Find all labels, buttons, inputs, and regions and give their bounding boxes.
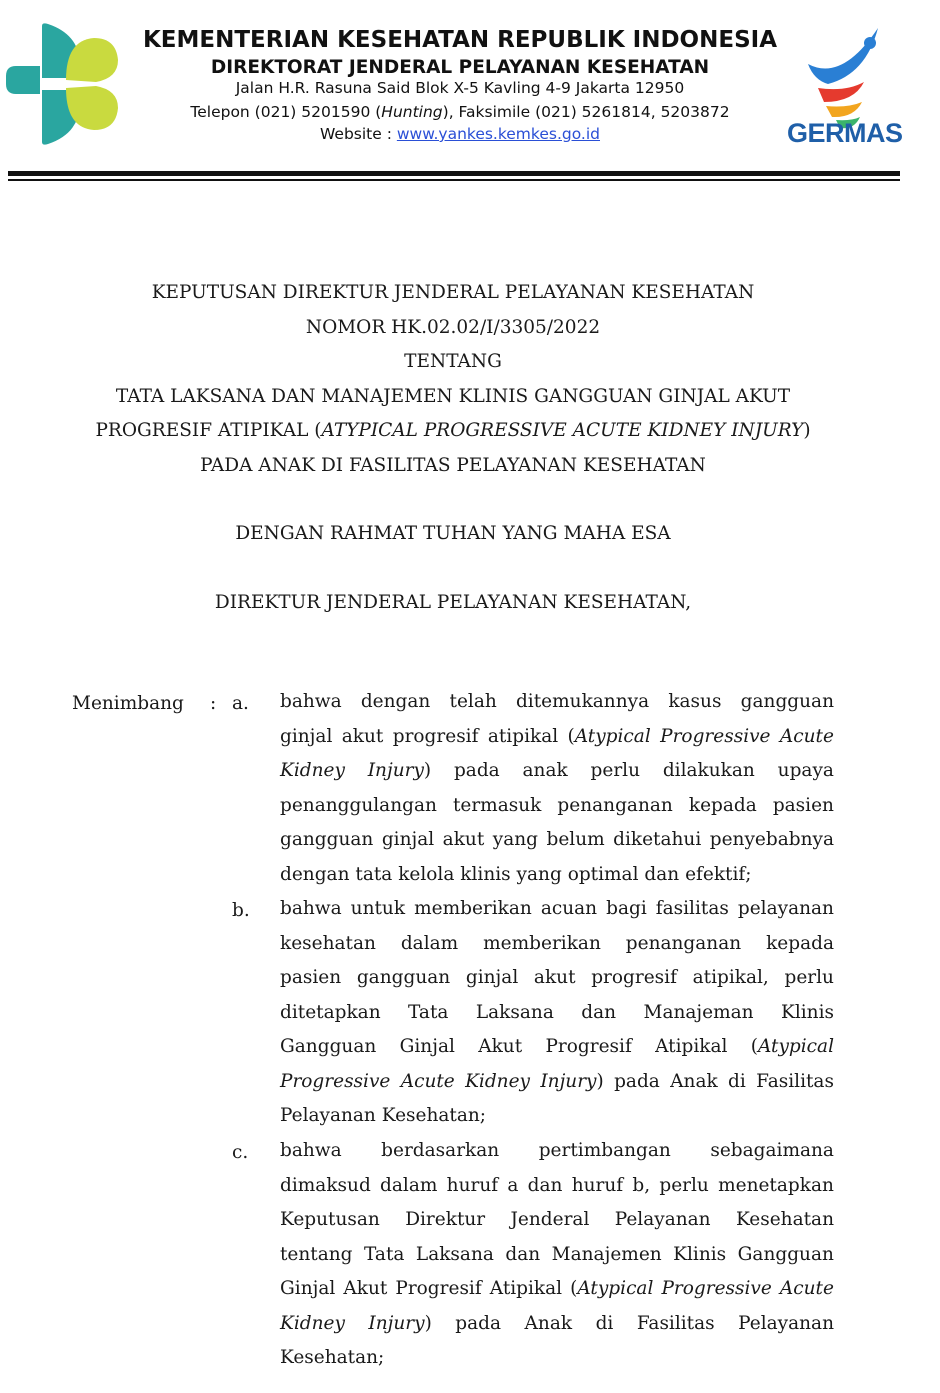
italic-fragment: Kidney: [465, 1070, 530, 1092]
word: [778, 754, 834, 789]
italic-fragment: Kidney: [280, 1312, 345, 1334]
menimbang-text-line: [280, 720, 834, 755]
word: ginjal: [381, 829, 435, 850]
menimbang-item-text: [280, 685, 834, 892]
word: Tata: [364, 1243, 405, 1265]
text-fragment: Atipikal: [655, 1036, 728, 1057]
italic-fragment: Acute: [400, 1070, 455, 1092]
word: [738, 1307, 834, 1342]
text-fragment: pada: [614, 1070, 660, 1092]
word: [280, 720, 332, 755]
menimbang-text-line: [280, 1203, 834, 1238]
word: gangguan: [356, 967, 451, 988]
word: tentang: [280, 1243, 353, 1265]
menimbang-item-text: [280, 892, 834, 1134]
menimbang-item-text: [280, 1134, 834, 1376]
issuer-block: [0, 586, 906, 621]
menimbang-text-line: [280, 961, 834, 996]
menimbang-item-letter: c.: [232, 1142, 249, 1163]
word: Jenderal: [510, 1209, 590, 1230]
word: [368, 754, 431, 789]
word: [342, 720, 384, 755]
italic-fragment: Kidney: [280, 760, 345, 781]
word: tata: [355, 863, 393, 885]
word: [523, 754, 568, 789]
word: [400, 1030, 455, 1065]
word: kepada: [766, 932, 834, 954]
italic-fragment: Progressive: [280, 1070, 391, 1092]
word: optimal: [567, 863, 639, 885]
word: [454, 754, 500, 789]
word: [655, 1030, 727, 1065]
word: bahwa: [280, 1140, 342, 1161]
menimbang-text-line: [280, 1099, 834, 1134]
word: dengan: [280, 863, 350, 885]
word: [540, 1065, 603, 1100]
word: [455, 1307, 501, 1342]
word: penyebabnya: [709, 829, 834, 850]
menimbang-text-line: [280, 1134, 834, 1169]
word: bagi: [606, 898, 647, 919]
text-fragment: Pelayanan: [738, 1312, 834, 1334]
decree-line-1: KEPUTUSAN DIREKTUR JENDERAL PELAYANAN KESEHATAN: [151, 282, 755, 303]
word: efektif;: [685, 863, 752, 885]
word: penanganan: [625, 932, 742, 954]
word: [280, 1307, 345, 1342]
text-fragment: perlu: [590, 760, 641, 781]
word: Klinis: [673, 1243, 727, 1265]
phone-suffix: ), Faksimile (021) 5261814, 5203872: [442, 103, 730, 121]
text-fragment: (: [567, 725, 575, 747]
menimbang-text-line: [280, 1341, 834, 1376]
word: [465, 1065, 530, 1100]
word: [488, 720, 558, 755]
word: [545, 1030, 631, 1065]
italic-fragment: Atypical: [758, 1036, 834, 1057]
menimbang-label: Menimbang: [72, 693, 184, 714]
website-link[interactable]: www.yankes.kemkes.go.id: [396, 125, 600, 143]
menimbang-text-line: [280, 996, 834, 1031]
word: penanganan: [557, 794, 673, 816]
text-fragment: di: [595, 1312, 614, 1334]
word: telah: [449, 691, 497, 712]
text-fragment: upaya: [777, 760, 834, 781]
word: pasien: [280, 967, 342, 988]
text-fragment: Ginjal: [399, 1036, 455, 1057]
letterhead-divider-thick: [8, 171, 900, 176]
blessing-block: [0, 517, 906, 552]
word: [280, 1065, 390, 1100]
word: Manajeman: [643, 1001, 754, 1023]
directorate-name: DIREKTORAT JENDERAL PELAYANAN KESEHATAN: [210, 57, 710, 78]
word: belum: [546, 829, 605, 850]
word: Tata: [408, 1001, 449, 1023]
word: ditemukannya: [515, 691, 650, 712]
text-fragment: (: [570, 1278, 578, 1299]
word: sebagaimana: [710, 1140, 834, 1161]
word: [343, 1272, 387, 1307]
word: Kesehatan;: [381, 1105, 487, 1126]
text-fragment: Akut: [478, 1036, 523, 1057]
italic-fragment: Injury: [367, 760, 424, 781]
menimbang-text-line: [280, 1169, 834, 1204]
italic-fragment: Progressive: [660, 725, 771, 747]
word: [395, 1272, 481, 1307]
decree-subject-2: [0, 414, 906, 449]
menimbang-item-letter: b.: [232, 900, 250, 921]
menimbang-text-line: [280, 1238, 834, 1273]
word: kasus: [668, 691, 722, 712]
word: Laksana: [415, 1243, 494, 1265]
text-fragment: akut: [341, 725, 384, 747]
address: Jalan H.R. Rasuna Said Blok X-5 Kavling 4-9 Jakarta 12950: [235, 79, 685, 97]
word: kepada: [688, 794, 757, 816]
menimbang-text-line: [280, 1307, 834, 1342]
word: [780, 720, 834, 755]
word: berdasarkan: [381, 1140, 500, 1161]
word: kesehatan: [280, 932, 376, 954]
word: a: [507, 1174, 519, 1196]
text-fragment: ): [596, 1070, 604, 1092]
word: [368, 1307, 431, 1342]
text-fragment: progresif: [392, 725, 479, 747]
word: yang: [492, 829, 538, 850]
word: perlu: [784, 967, 834, 988]
website-label: Website :: [319, 125, 397, 143]
text-fragment: pada: [453, 760, 500, 781]
decree-subject-3: PADA ANAK DI FASILITAS PELAYANAN KESEHATAN: [200, 454, 706, 476]
menimbang-text-line: [280, 927, 834, 962]
menimbang-text-line: [280, 1272, 834, 1307]
word: progresif: [591, 967, 677, 988]
menimbang-text-line: [280, 858, 834, 893]
text-fragment: (: [750, 1036, 758, 1057]
text-fragment: anak: [522, 760, 568, 781]
word: [570, 1272, 653, 1307]
word: [661, 1272, 771, 1307]
word: Pelayanan: [614, 1209, 711, 1230]
decree-subject-2-prefix: PROGRESIF ATIPIKAL (: [95, 420, 322, 441]
word: b,: [632, 1174, 651, 1196]
word: Kesehatan;: [280, 1347, 385, 1368]
website: [130, 125, 790, 143]
word: pertimbangan: [538, 1140, 671, 1161]
menimbang-text-line: [280, 754, 834, 789]
word: acuan: [540, 898, 598, 919]
word: Direktur: [405, 1209, 486, 1230]
word: memberikan: [414, 898, 532, 919]
word: [751, 1030, 834, 1065]
word: perlu: [659, 1174, 709, 1196]
germas-label: GERMAS: [787, 118, 903, 148]
word: [728, 1065, 746, 1100]
issuer: DIREKTUR JENDERAL PELAYANAN KESEHATAN,: [214, 592, 692, 613]
menimbang-text-line: [280, 1065, 834, 1100]
word: [280, 1272, 335, 1307]
text-fragment: Gangguan: [280, 1036, 377, 1057]
word: [591, 754, 640, 789]
word: dengan: [360, 691, 431, 712]
word: [280, 1030, 376, 1065]
word: akut: [533, 967, 576, 988]
decree-subject-1: TATA LAKSANA DAN MANAJEMEN KLINIS GANGGUAN GINJAL AKUT: [115, 385, 791, 407]
text-fragment: Anak: [670, 1070, 718, 1092]
text-fragment: Atipikal: [489, 1278, 563, 1299]
word: [637, 1307, 715, 1342]
text-fragment: ginjal: [280, 725, 333, 747]
phone-prefix: Telepon (021) 5201590 (: [190, 103, 382, 121]
letterhead: [0, 0, 940, 185]
word: Gangguan: [737, 1243, 834, 1265]
text-fragment: dilakukan: [662, 760, 755, 781]
letterhead-divider-thin: [8, 179, 900, 181]
decree-about: TENTANG: [404, 351, 502, 372]
menimbang-item-letter: a.: [232, 693, 249, 714]
word: dan: [527, 1174, 563, 1196]
word: dalam: [400, 932, 459, 954]
word: dimaksud: [280, 1174, 371, 1196]
word: atipikal,: [692, 967, 769, 988]
word: memberikan: [483, 932, 601, 954]
ministry-name: KEMENTERIAN KESEHATAN REPUBLIK INDONESIA: [142, 27, 777, 53]
word: [756, 1065, 834, 1100]
word: bahwa: [280, 898, 342, 919]
menimbang-text-line: [280, 823, 834, 858]
word: [393, 720, 479, 755]
word: [280, 754, 345, 789]
italic-fragment: Acute: [779, 725, 834, 747]
word: pelayanan: [737, 898, 834, 919]
word: untuk: [350, 898, 406, 919]
word: dan: [581, 1001, 617, 1023]
word: [401, 1065, 455, 1100]
menimbang-text-line: [280, 685, 834, 720]
text-fragment: di: [728, 1070, 746, 1092]
word: yang: [516, 863, 562, 885]
phone-fax: [130, 103, 790, 121]
menimbang-text-line: [280, 892, 834, 927]
decree-number: NOMOR HK.02.02/I/3305/2022: [305, 316, 601, 338]
word: fasilitas: [655, 898, 729, 919]
word: [596, 1307, 614, 1342]
word: Kesehatan: [735, 1209, 834, 1230]
word: Pelayanan: [280, 1105, 376, 1126]
text-fragment: Akut: [343, 1278, 388, 1299]
word: huruf: [446, 1174, 499, 1196]
word: [614, 1065, 660, 1100]
italic-fragment: Acute: [779, 1278, 834, 1299]
word: kelola: [398, 863, 455, 885]
decree-title: [0, 276, 906, 483]
text-fragment: Fasilitas: [756, 1070, 834, 1092]
word: [660, 720, 770, 755]
word: [663, 754, 755, 789]
word: dalam: [380, 1174, 438, 1196]
word: dan: [505, 1243, 541, 1265]
italic-fragment: Atypical: [574, 725, 651, 747]
word: gangguan: [740, 691, 834, 712]
menimbang-colon: :: [210, 693, 217, 714]
text-fragment: atipikal: [487, 725, 559, 747]
decree-subject-2-suffix: ): [803, 420, 811, 441]
word: penanggulangan: [280, 794, 437, 816]
italic-fragment: Injury: [368, 1312, 425, 1334]
word: [568, 720, 651, 755]
word: termasuk: [452, 794, 542, 816]
italic-fragment: Progressive: [661, 1278, 772, 1299]
italic-fragment: Injury: [540, 1070, 597, 1092]
word: ditetapkan: [280, 1001, 381, 1023]
word: pasien: [772, 794, 834, 816]
text-fragment: Progresif: [545, 1036, 632, 1057]
kemenkes-logo-icon: [4, 22, 122, 147]
word: Keputusan: [280, 1209, 380, 1230]
word: diketahui: [613, 829, 702, 850]
text-fragment: Progresif: [395, 1278, 482, 1299]
decree-subject-2-italic: ATYPICAL PROGRESSIVE ACUTE KIDNEY INJURY: [321, 420, 804, 441]
word: huruf: [571, 1174, 624, 1196]
word: [780, 1272, 834, 1307]
word: [525, 1307, 573, 1342]
italic-fragment: Atypical: [577, 1278, 654, 1299]
word: dan: [644, 863, 680, 885]
word: gangguan: [280, 829, 374, 850]
text-fragment: Ginjal: [280, 1278, 336, 1299]
word: [490, 1272, 562, 1307]
word: Laksana: [475, 1001, 554, 1023]
word: Manajemen: [551, 1243, 662, 1265]
blessing: DENGAN RAHMAT TUHAN YANG MAHA ESA: [235, 523, 671, 544]
word: ginjal: [465, 967, 519, 988]
text-fragment: pada: [455, 1312, 502, 1334]
word: akut: [442, 829, 485, 850]
word: klinis: [460, 863, 511, 885]
text-fragment: ): [423, 760, 432, 781]
menimbang-text-line: [280, 1030, 834, 1065]
menimbang-text-line: [280, 789, 834, 824]
word: menetapkan: [718, 1174, 834, 1196]
text-fragment: ): [424, 1312, 432, 1334]
text-fragment: Fasilitas: [636, 1312, 715, 1334]
word: Klinis: [781, 1001, 834, 1023]
word: bahwa: [280, 691, 342, 712]
word: [478, 1030, 522, 1065]
phone-hunting: Hunting: [381, 103, 443, 121]
word: [670, 1065, 718, 1100]
text-fragment: Anak: [524, 1312, 573, 1334]
